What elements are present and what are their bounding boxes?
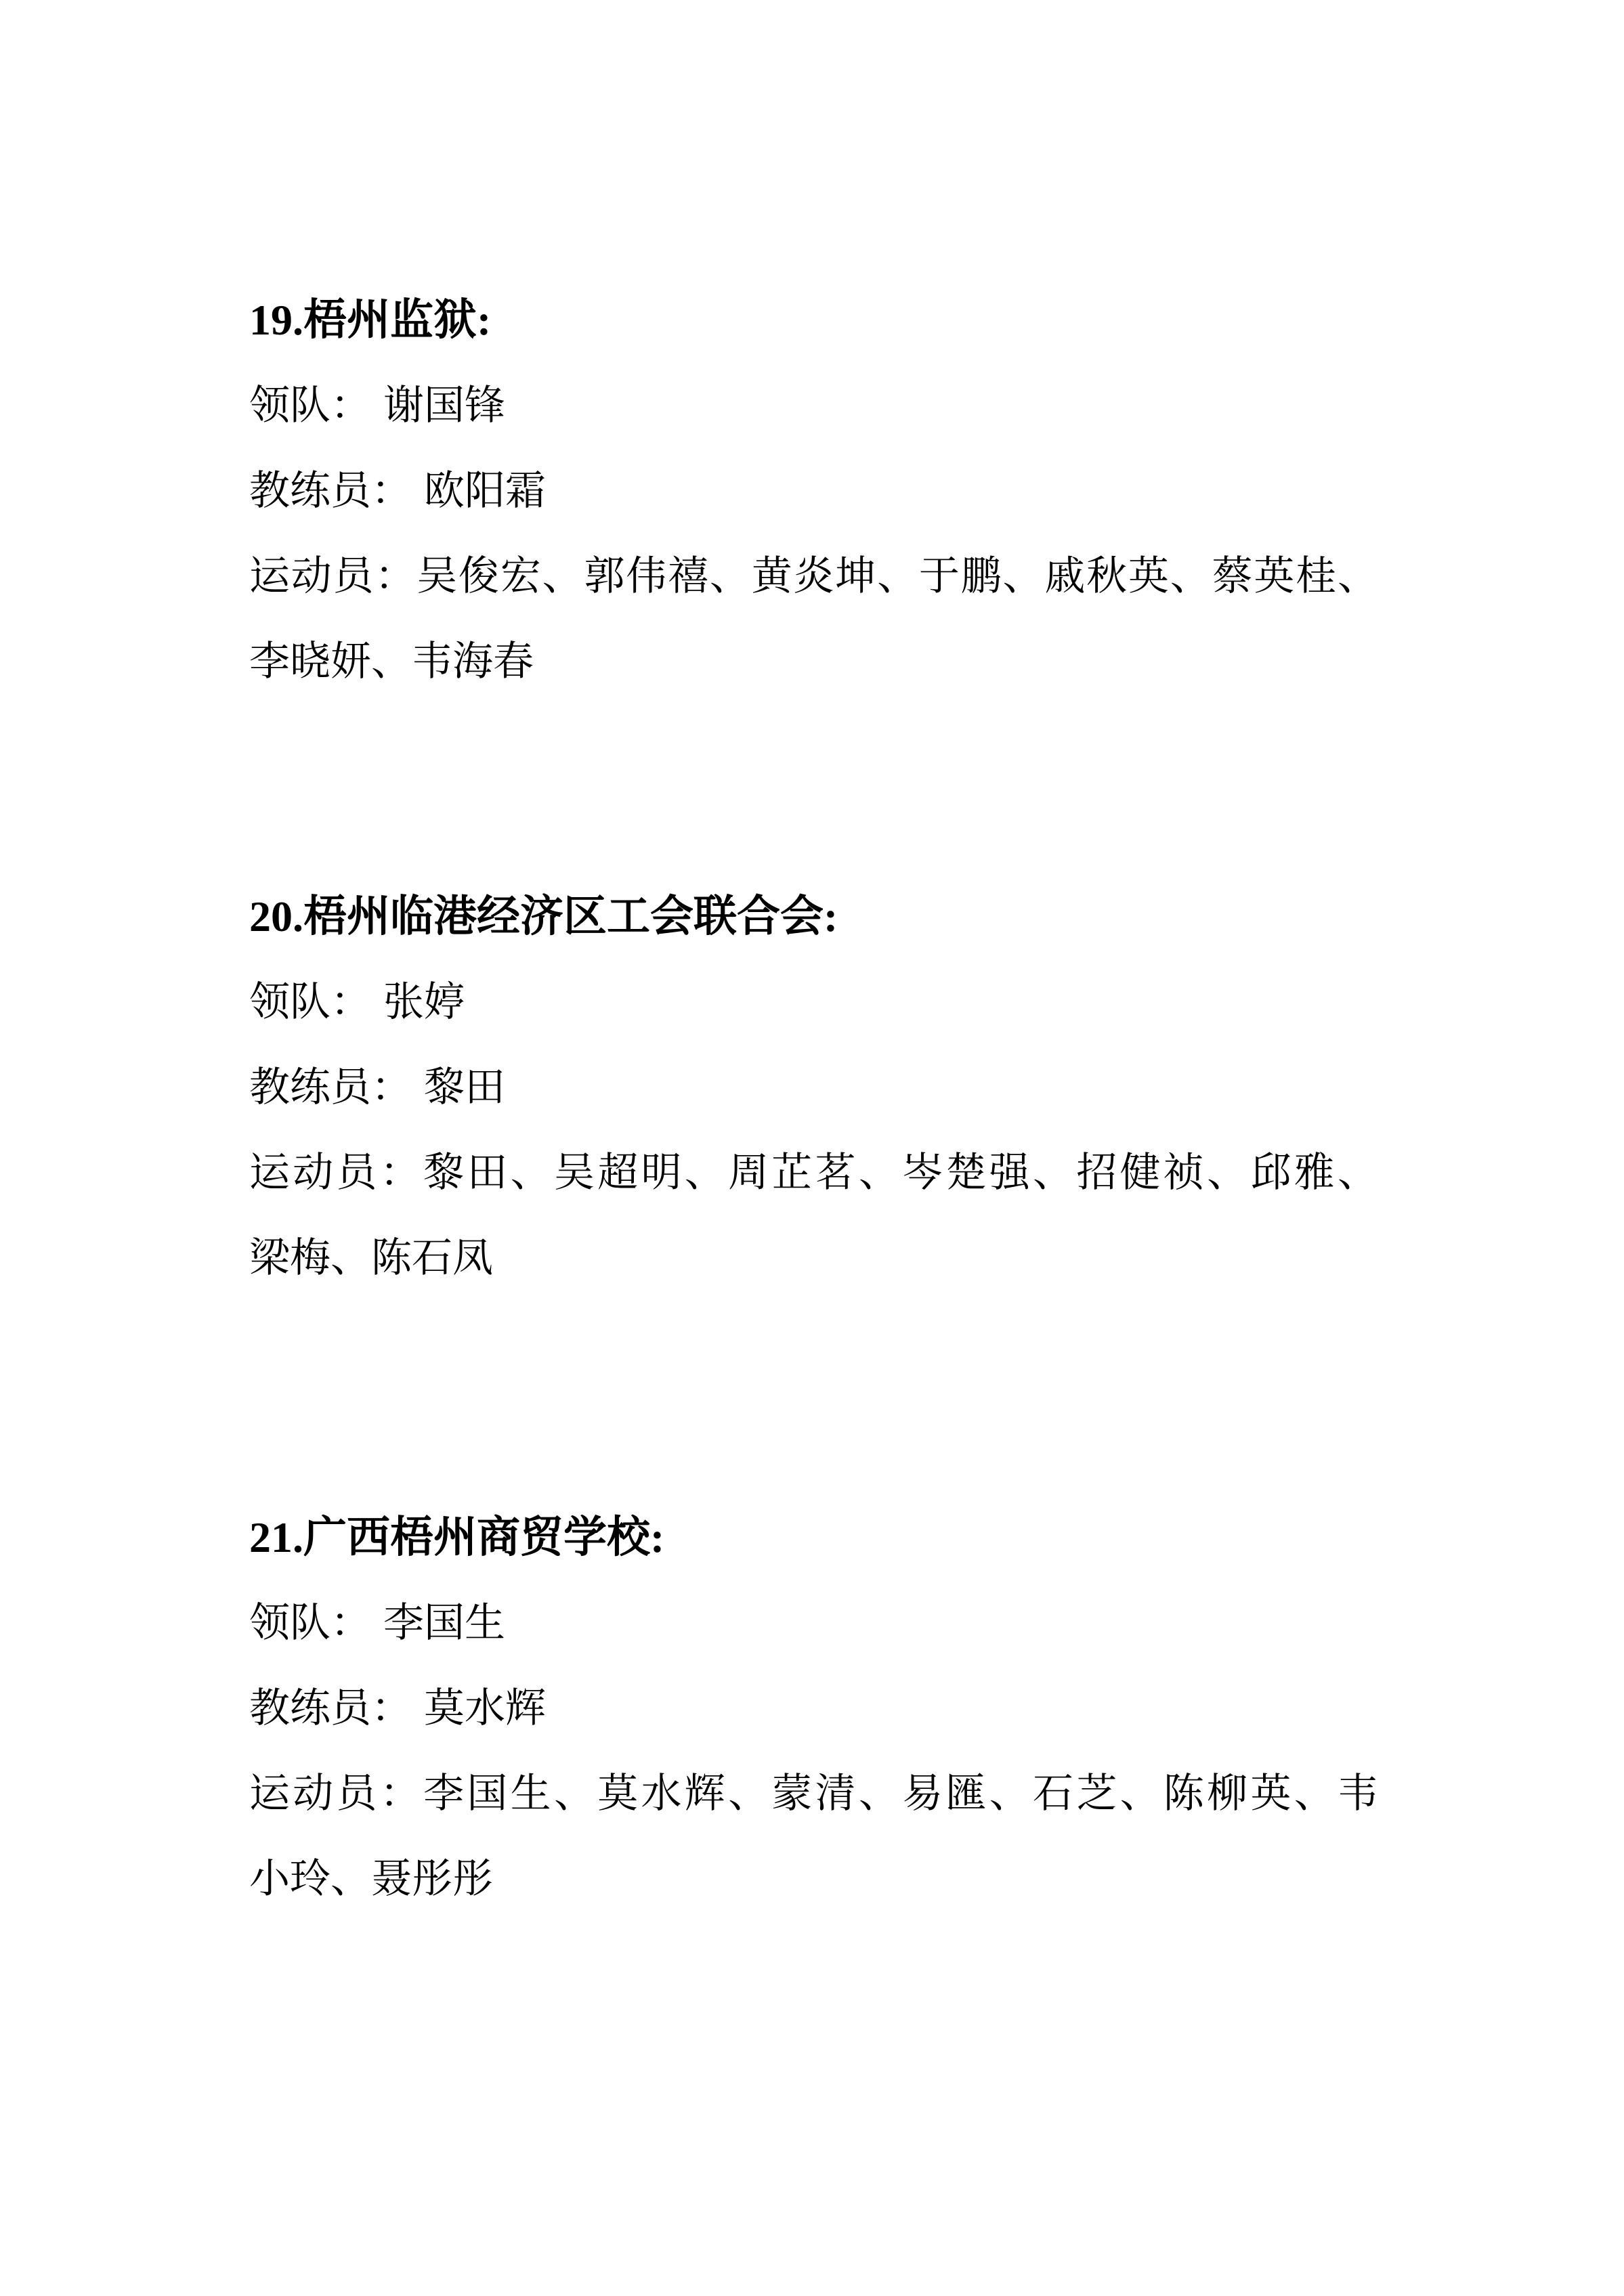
section-title: 20.梧州临港经济区工会联合会: bbox=[249, 892, 838, 940]
coach-line bbox=[249, 1666, 1378, 1751]
coach-line bbox=[249, 1045, 1378, 1130]
leader-line bbox=[249, 363, 1378, 448]
athletes-line-1: 运动员：黎田、吴超明、周芷茗、岑楚强、招健祯、邱雅、 bbox=[249, 1150, 1378, 1195]
team-section-19 bbox=[249, 278, 1378, 704]
section-title: 19.梧州监狱: bbox=[249, 296, 492, 344]
team-section-20 bbox=[249, 874, 1378, 1301]
leader-name: 李国生 bbox=[383, 1601, 505, 1645]
coach-label: 教练员： bbox=[249, 1686, 412, 1731]
coach-name: 莫水辉 bbox=[424, 1686, 546, 1731]
athletes-line-1: 运动员：吴俊宏、郭伟禧、黄炎坤、于鹏、戚秋英、蔡英桂、 bbox=[249, 554, 1378, 599]
athletes-line-2: 李晓妍、韦海春 bbox=[249, 639, 534, 684]
leader-label: 领队： bbox=[249, 383, 371, 428]
leader-name: 张婷 bbox=[383, 980, 465, 1024]
coach-name: 欧阳霜 bbox=[424, 469, 546, 513]
coach-name: 黎田 bbox=[424, 1065, 505, 1110]
coach-line bbox=[249, 448, 1378, 534]
leader-label: 领队： bbox=[249, 1601, 371, 1645]
athletes-line-2: 小玲、聂彤彤 bbox=[249, 1857, 493, 1901]
leader-line bbox=[249, 1580, 1378, 1666]
section-title: 21.广西梧州商贸学校: bbox=[249, 1513, 665, 1561]
coach-label: 教练员： bbox=[249, 469, 412, 513]
coach-label: 教练员： bbox=[249, 1065, 412, 1110]
athletes-line-2: 梁梅、陈石凤 bbox=[249, 1236, 493, 1280]
leader-label: 领队： bbox=[249, 980, 371, 1024]
athletes-line-1: 运动员：李国生、莫水辉、蒙清、易匯、石芝、陈柳英、韦 bbox=[249, 1771, 1378, 1816]
leader-line bbox=[249, 959, 1378, 1045]
leader-name: 谢国锋 bbox=[383, 383, 505, 428]
team-section-21 bbox=[249, 1495, 1378, 1922]
